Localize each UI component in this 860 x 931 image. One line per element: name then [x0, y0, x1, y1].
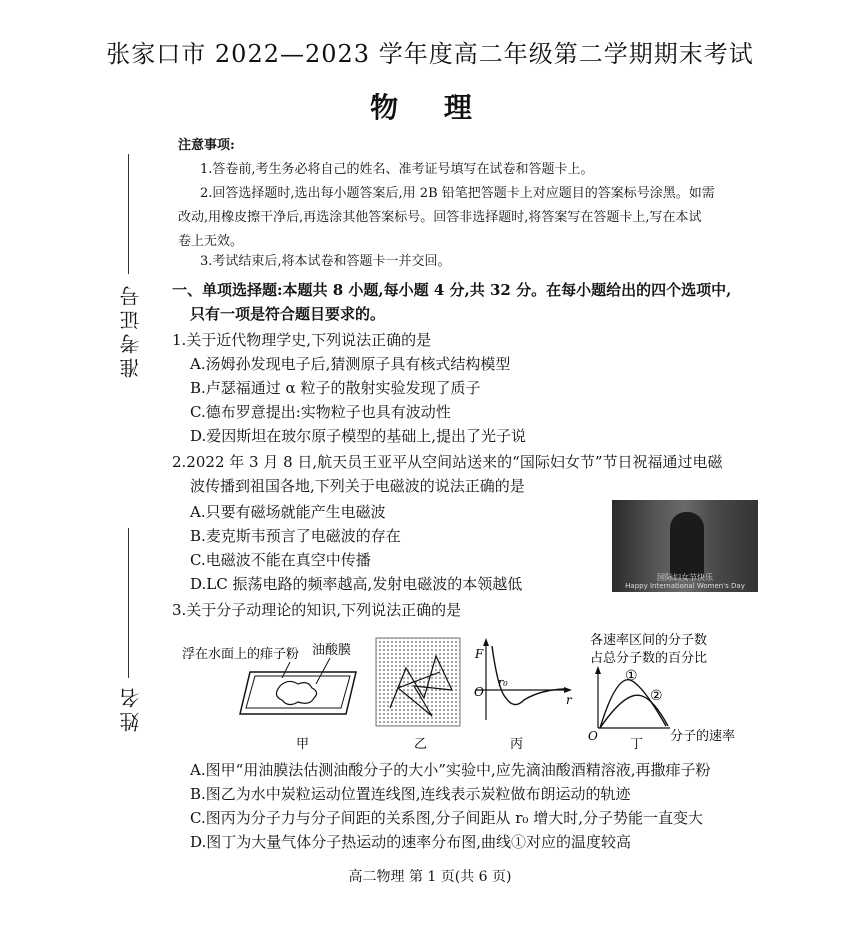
name-label: 姓名 — [119, 684, 143, 732]
dot-grid — [376, 638, 460, 726]
option: D.图丁为大量气体分子热运动的速率分布图,曲线①对应的温度较高 — [190, 833, 632, 851]
figure-ding — [588, 632, 735, 752]
ding-y-arrow — [595, 666, 601, 674]
option: B.图乙为水中炭粒运动位置连线图,连线表示炭粒做布朗运动的轨迹 — [190, 785, 631, 803]
curve-2-label: ② — [650, 688, 663, 704]
exam-title: 张家口市 2022—2023 学年度高二年级第二学期期末考试 — [106, 40, 754, 68]
exam-id-label: 准考证号 — [119, 282, 143, 378]
caption-jia: 甲 — [296, 737, 310, 752]
option: A.只要有磁场就能产生电磁波 — [190, 503, 386, 521]
space-station-photo — [612, 500, 758, 592]
figure-bing — [474, 638, 573, 752]
option: A.汤姆孙发现电子后,猜测原子具有核式结构模型 — [190, 355, 511, 373]
page-footer: 高二物理 第 1 页(共 6 页) — [348, 869, 512, 885]
tray-inner — [246, 676, 350, 708]
option: C.德布罗意提出:实物粒子也具有波动性 — [190, 403, 451, 421]
exam-id-line — [128, 154, 129, 274]
ding-xlabel: 分子的速率 — [670, 729, 736, 744]
oil-film-blob — [276, 681, 316, 704]
ding-origin: O — [588, 729, 598, 743]
question-stem: 3.关于分子动理论的知识,下列说法正确的是 — [172, 601, 462, 619]
notice-item: 卷上无效。 — [178, 234, 244, 249]
figures-svg — [170, 628, 770, 756]
subject-title: 物 理 — [370, 91, 490, 124]
photo-caption-en: Happy International Women's Day — [625, 582, 745, 590]
bing-origin: O — [474, 685, 484, 699]
ding-ylabel-1: 各速率区间的分子数 — [590, 633, 708, 648]
label-powder: 浮在水面上的痱子粉 — [182, 647, 300, 662]
bing-axis-f: F — [475, 647, 484, 661]
ding-ylabel-2: 占总分子数的百分比 — [590, 651, 708, 666]
bing-y-arrow — [483, 638, 489, 646]
option: D.爱因斯坦在玻尔原子模型的基础上,提出了光子说 — [190, 427, 527, 445]
option: C.图丙为分子力与分子间距的关系图,分子间距从 r₀ 增大时,分子势能一直变大 — [190, 809, 703, 827]
bing-axis-r: r — [566, 693, 572, 707]
figure-jia — [182, 642, 356, 752]
bing-r0: r₀ — [498, 676, 508, 689]
caption-yi: 乙 — [414, 737, 428, 752]
question-stem-cont: 波传播到祖国各地,下列关于电磁波的说法正确的是 — [190, 477, 525, 495]
caption-bing: 丙 — [510, 737, 524, 752]
option: C.电磁波不能在真空中传播 — [190, 551, 371, 569]
leader-film — [316, 658, 330, 684]
option: D.LC 振荡电路的频率越高,发射电磁波的本领越低 — [190, 575, 523, 593]
section-heading-cont: 只有一项是符合题目要求的。 — [190, 305, 386, 323]
label-film: 油酸膜 — [312, 643, 352, 658]
notice-item: 改动,用橡皮擦干净后,再选涂其他答案标号。回答非选择题时,将答案写在答题卡上,写在本试 — [178, 210, 702, 225]
option: B.卢瑟福通过 α 粒子的散射实验发现了质子 — [190, 379, 481, 397]
section-heading: 一、单项选择题:本题共 8 小题,每小题 4 分,共 32 分。在每小题给出的四个选项中, — [172, 281, 732, 299]
notice-item: 2.回答选择题时,选出每小题答案后,用 2B 铅笔把答题卡上对应题目的答案标号涂黑。如需 — [200, 186, 715, 201]
option: A.图甲“用油膜法估测油酸分子的大小”实验中,应先滴油酸酒精溶液,再撒痱子粉 — [190, 761, 711, 779]
notice-item: 1.答卷前,考生务必将自己的姓名、准考证号填写在试卷和答题卡上。 — [200, 162, 594, 177]
notice-heading: 注意事项: — [178, 138, 235, 153]
photo-caption-cn: 国际妇女节快乐 — [657, 573, 713, 582]
figure-yi — [376, 638, 460, 752]
option: B.麦克斯韦预言了电磁波的存在 — [190, 527, 401, 545]
question-stem: 1.关于近代物理学史,下列说法正确的是 — [172, 331, 432, 349]
curve-1-label: ① — [625, 668, 638, 684]
name-line — [128, 528, 129, 678]
caption-ding: 丁 — [630, 737, 644, 752]
question-stem: 2.2022 年 3 月 8 日,航天员王亚平从空间站送来的“国际妇女节”节日祝福通过电磁 — [172, 453, 723, 471]
notice-item: 3.考试结束后,将本试卷和答题卡一并交回。 — [200, 254, 451, 269]
astronaut-figure — [670, 512, 704, 578]
